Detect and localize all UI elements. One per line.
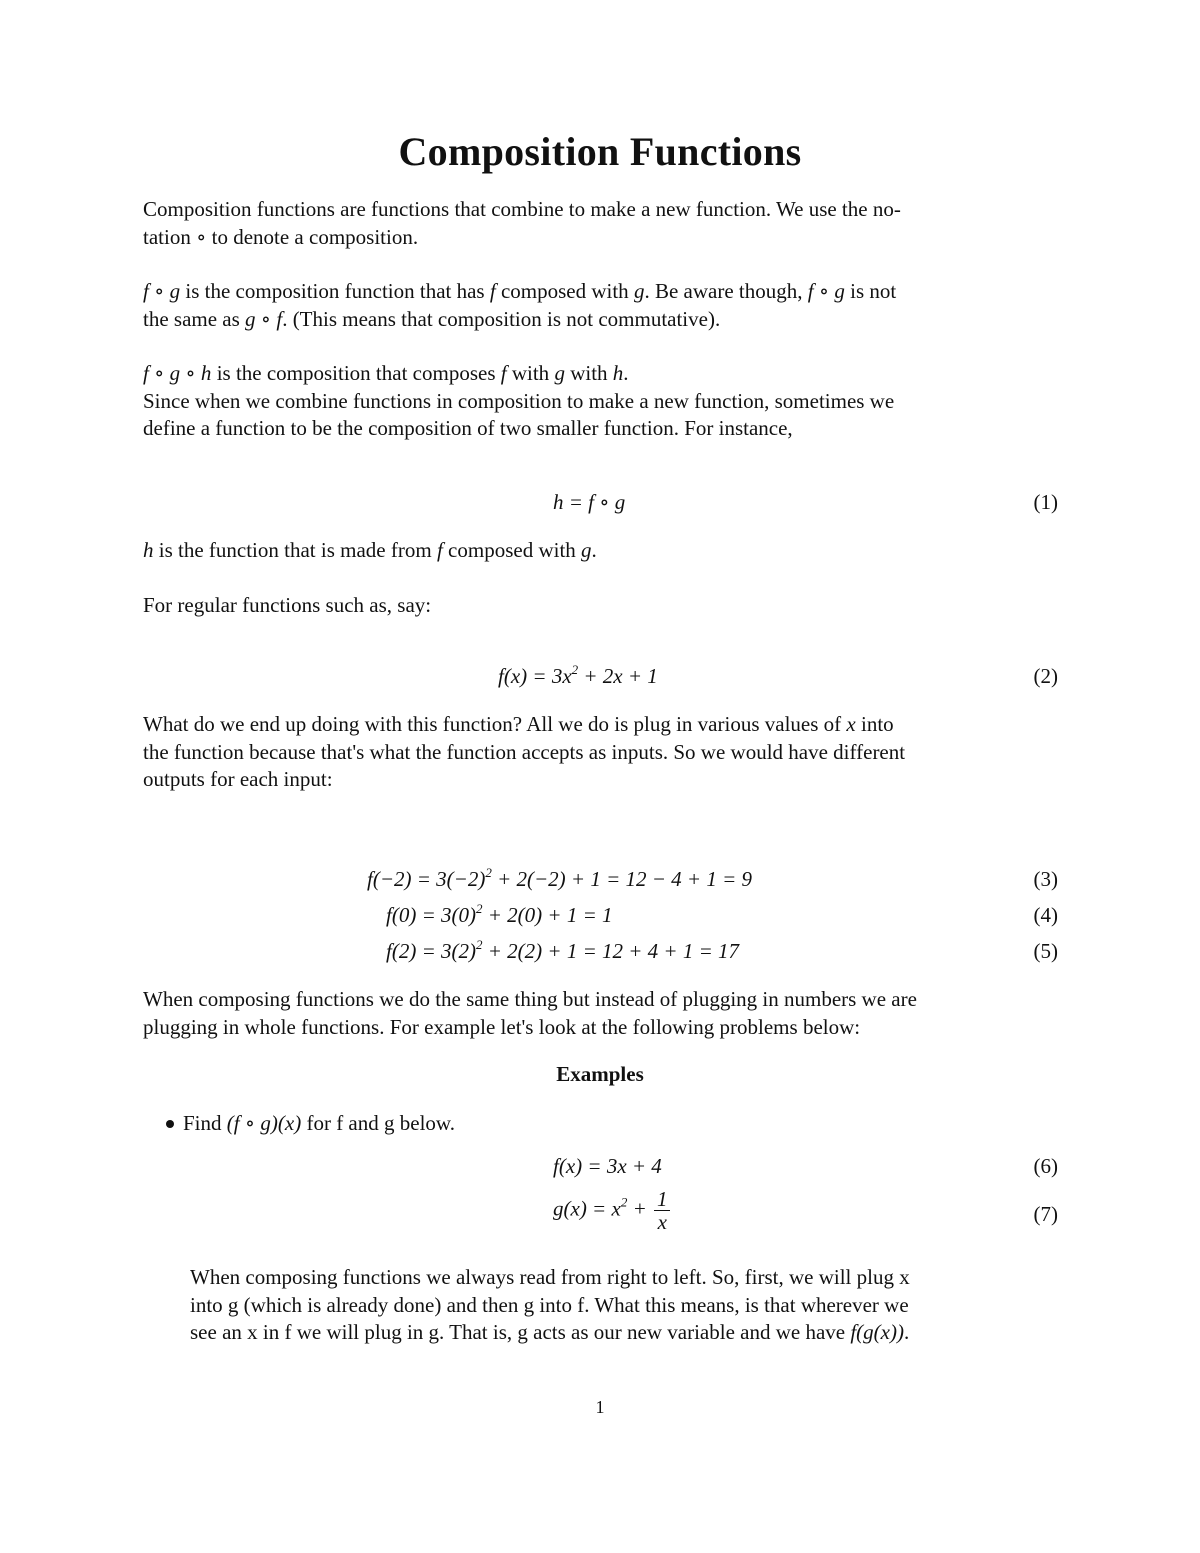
math-inline: g bbox=[554, 361, 565, 385]
equation-body bbox=[498, 664, 658, 689]
example-bullet bbox=[166, 1111, 455, 1136]
text-line: the function because that's what the function accepts as inputs. So we would have different bbox=[143, 739, 906, 764]
equation-body: h = f ∘ g bbox=[553, 490, 626, 514]
text-line: Since when we combine functions in composition to make a new function, sometimes we bbox=[143, 388, 895, 413]
text-line: tation ∘ to denote a composition. bbox=[143, 224, 419, 249]
text-line bbox=[190, 1319, 1058, 1347]
text-line bbox=[143, 537, 1058, 565]
exponent: 2 bbox=[475, 937, 483, 952]
math-inline: f ∘ g bbox=[143, 279, 181, 303]
text-run: . Be aware though, bbox=[644, 279, 808, 303]
equation-5 bbox=[143, 939, 1058, 969]
math-run: + 2(−2) + 1 = 12 − 4 + 1 = 9 bbox=[491, 867, 753, 891]
equation-2 bbox=[143, 664, 1058, 694]
text-run: is the composition that composes bbox=[211, 361, 501, 385]
equation-body bbox=[367, 867, 752, 892]
math-run: + 2(0) + 1 = 1 bbox=[482, 903, 613, 927]
math-inline: f bbox=[489, 279, 496, 303]
composition-definition-paragraph bbox=[143, 278, 1058, 333]
text-run: composed with bbox=[442, 538, 582, 562]
triple-composition-paragraph bbox=[143, 360, 1058, 443]
right-to-left-paragraph bbox=[190, 1264, 1058, 1347]
equation-1 bbox=[143, 490, 1058, 520]
math-run: + 2x + 1 bbox=[578, 664, 658, 688]
text-line: outputs for each input: bbox=[143, 767, 333, 791]
text-run: the same as bbox=[143, 306, 246, 331]
equation-7 bbox=[143, 1188, 1058, 1238]
math-run: + 2(2) + 1 = 12 + 4 + 1 = 17 bbox=[482, 939, 739, 963]
equation-number: (2) bbox=[1033, 664, 1058, 688]
math-run: + bbox=[627, 1196, 652, 1221]
examples-heading: Examples bbox=[556, 1062, 644, 1086]
text-run: with bbox=[564, 361, 613, 385]
equation-body bbox=[553, 1188, 672, 1233]
exponent: 2 bbox=[485, 865, 492, 880]
exponent: 2 bbox=[571, 662, 579, 677]
text-run: What do we end up doing with this function? All we do is plug in various values of bbox=[143, 712, 847, 736]
math-inline: g ∘ f bbox=[245, 306, 283, 331]
math-run: f(−2) = 3(−2) bbox=[367, 867, 486, 891]
text-line: Composition functions are functions that combine to make a new function. We use the no- bbox=[143, 197, 901, 221]
text-line: into g (which is already done) and then g into f. What this means, is that wherever we bbox=[190, 1292, 909, 1317]
math-run: f(0) = 3(0) bbox=[386, 903, 476, 927]
text-line bbox=[143, 360, 1058, 388]
math-inline: f bbox=[436, 538, 443, 562]
text-run: composed with bbox=[495, 279, 634, 303]
math-run: g(x) = x bbox=[553, 1196, 621, 1221]
page-number: 1 bbox=[595, 1397, 605, 1417]
text-line bbox=[143, 711, 1058, 739]
bullet-icon bbox=[166, 1120, 174, 1128]
math-inline: h bbox=[612, 361, 624, 385]
equation-6 bbox=[143, 1154, 1058, 1184]
text-run: . bbox=[591, 538, 597, 562]
math-inline: h bbox=[143, 538, 154, 562]
equation-number: (1) bbox=[1033, 490, 1058, 514]
equation-number: (7) bbox=[1033, 1202, 1058, 1226]
page-title: Composition Functions bbox=[398, 129, 802, 174]
math-inline: (f ∘ g)(x) bbox=[226, 1111, 302, 1135]
fraction-denominator: x bbox=[657, 1210, 667, 1234]
text-run: . bbox=[903, 1320, 910, 1344]
text-line bbox=[143, 306, 1058, 334]
equation-body: f(x) = 3x + 4 bbox=[553, 1154, 662, 1178]
equation-4 bbox=[143, 903, 1058, 933]
math-inline: x bbox=[846, 712, 856, 736]
equation-number: (4) bbox=[1033, 903, 1058, 927]
composing-paragraph bbox=[143, 986, 1058, 1041]
text-run: is the composition function that has bbox=[180, 279, 490, 303]
text-run: for f and g below. bbox=[301, 1111, 455, 1135]
math-inline: g bbox=[633, 279, 645, 303]
text-run: into bbox=[855, 712, 894, 736]
text-line: When composing functions we always read from right to left. So, first, we will plug x bbox=[190, 1265, 910, 1289]
h-definition-paragraph bbox=[143, 537, 1058, 565]
text-line: When composing functions we do the same thing but instead of plugging in numbers we are bbox=[143, 987, 917, 1011]
regular-functions-paragraph bbox=[143, 592, 1058, 620]
equation-number: (5) bbox=[1033, 939, 1058, 963]
text-run: is the function that is made from bbox=[153, 538, 437, 562]
math-inline: g bbox=[581, 538, 592, 562]
text-run: see an x in f we will plug in g. That is, g acts as our new variable and we have bbox=[190, 1320, 851, 1344]
exponent: 2 bbox=[475, 901, 483, 916]
plug-in-paragraph bbox=[143, 711, 1058, 794]
equation-body bbox=[386, 939, 739, 964]
equation-number: (3) bbox=[1033, 867, 1058, 891]
text-run: Find bbox=[183, 1111, 227, 1135]
text-line bbox=[143, 278, 1058, 306]
text-line: For regular functions such as, say: bbox=[143, 593, 432, 617]
text-run: . bbox=[623, 361, 629, 385]
equation-number: (6) bbox=[1033, 1154, 1058, 1178]
text-run: . (This means that composition is not commutative). bbox=[282, 306, 721, 331]
fraction-numerator: 1 bbox=[654, 1188, 671, 1211]
equation-body bbox=[386, 903, 612, 928]
equation-3 bbox=[143, 867, 1058, 897]
text-line: define a function to be the composition of two smaller function. For instance, bbox=[143, 416, 793, 440]
math-run: f(x) = 3x bbox=[498, 664, 572, 688]
math-inline: f bbox=[500, 361, 507, 385]
exponent: 2 bbox=[620, 1194, 628, 1210]
math-inline: f ∘ g ∘ h bbox=[143, 361, 212, 385]
intro-paragraph bbox=[143, 196, 1058, 251]
math-run: f(2) = 3(2) bbox=[386, 939, 476, 963]
text-line: plugging in whole functions. For example let's look at the following problems below: bbox=[143, 1014, 861, 1039]
fraction bbox=[654, 1188, 671, 1233]
text-run: with bbox=[506, 361, 555, 385]
math-inline: f(g(x)) bbox=[850, 1320, 904, 1344]
math-inline: f ∘ g bbox=[807, 279, 845, 303]
text-run: is not bbox=[844, 279, 897, 303]
